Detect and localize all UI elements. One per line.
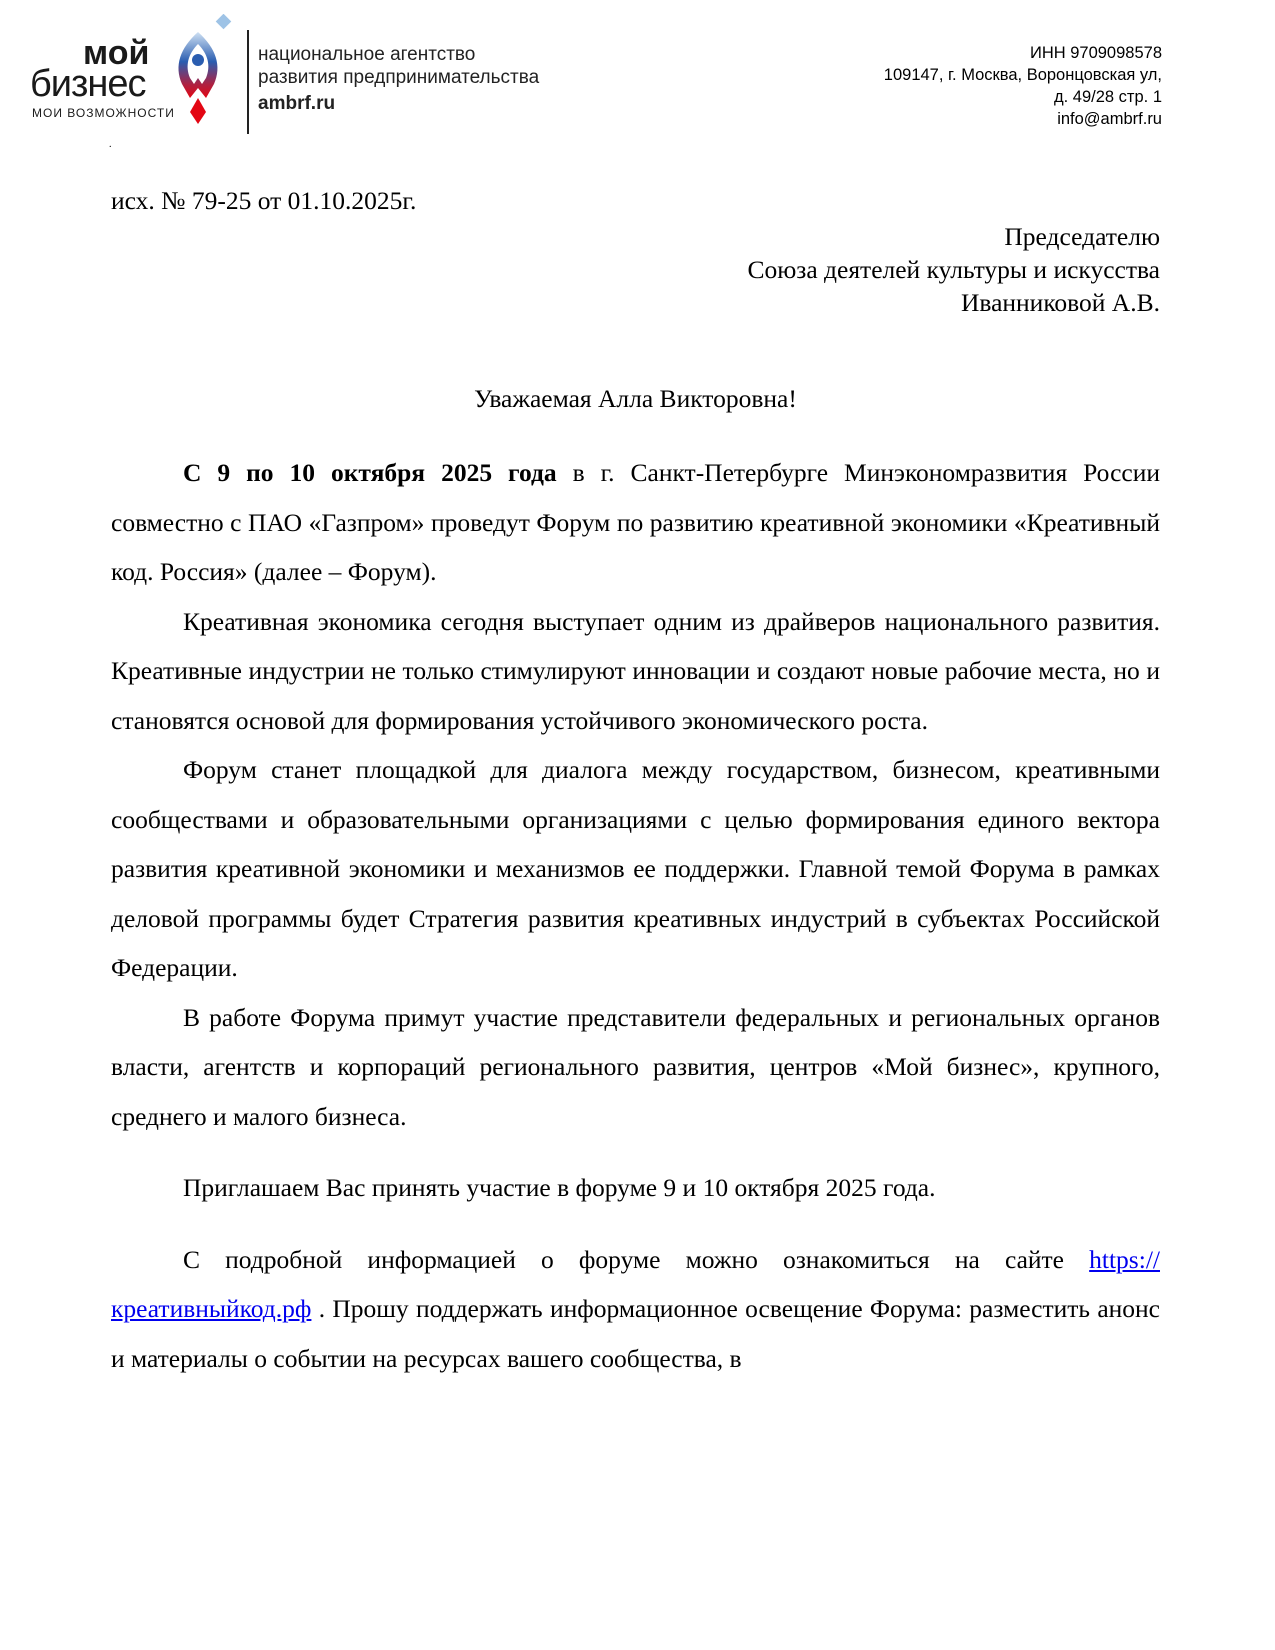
addressee-organization: Союза деятелей культуры и искусства	[747, 255, 1160, 284]
letterhead	[0, 0, 1275, 150]
letter-body	[111, 448, 1160, 1383]
addressee-name: Иванниковой А.В.	[960, 288, 1160, 317]
email: info@ambrf.ru	[1057, 110, 1162, 128]
letterhead-divider	[247, 30, 249, 134]
paragraph-3: Форум станет площадкой для диалога между государством, бизнесом, креативными сообществами и образовательными организациями с целью формирования единого вектора развития креативной экономики и механизмов ее поддержки. Главной темой Форума в рамках деловой программы будет Стратегия развития креативных индустрий в субъектах Российской Федерации.	[111, 755, 1160, 982]
agency-site: ambrf.ru	[258, 93, 336, 114]
addressee-title: Председателю	[1004, 222, 1160, 251]
paragraph-1	[111, 448, 1160, 597]
logo-rocket-porthole	[192, 54, 204, 66]
greeting: Уважаемая Алла Викторовна!	[474, 384, 797, 413]
agency-line-1: национальное агентство	[258, 44, 476, 65]
forum-website-link[interactable]: https://креативныйкод.рф	[111, 1244, 1160, 1323]
rocket-logo-icon	[168, 14, 240, 126]
logo-tagline: МОИ ВОЗМОЖНОСТИ	[32, 106, 175, 120]
forum-dates-bold: С 9 по 10 октября 2025 года	[183, 458, 557, 487]
paragraph-1-text: в г. Санкт-Петербурге Минэкономразвития России совместно с ПАО «Газпром» проведут Форум по развитию креативной экономики «Креативный код. Россия» (далее – Форум).	[111, 458, 1161, 586]
paragraph-6-start: С подробной информацией о форуме можно ознакомиться на сайте	[183, 1244, 1090, 1274]
paragraph-6-rest: . Прошу поддержать информационное освещение Форума: разместить анонс и материалы о событии на ресурсах вашего сообщества, в	[111, 1294, 1160, 1373]
paragraph-2: Креативная экономика сегодня выступает одним из драйверов национального развития. Креативные индустрии не только стимулируют инновации и создают новые рабочие места, но и становятся основой для формирования устойчивого экономического роста.	[111, 606, 1160, 735]
requisites-block	[884, 42, 1162, 130]
paragraph-5: Приглашаем Вас принять участие в форуме 9 и 10 октября 2025 года.	[183, 1173, 936, 1202]
inn: ИНН 9709098578	[1029, 44, 1162, 62]
addressee-block	[111, 220, 1160, 319]
logo-word-moy: мой	[83, 34, 150, 72]
outgoing-number: исх. № 79-25 от 01.10.2025г.	[111, 186, 417, 215]
stray-mark: .	[109, 139, 112, 150]
logo-rocket-flame	[190, 98, 206, 124]
logo-diamond	[216, 14, 232, 29]
logo-word-biznes: бизнес	[30, 63, 146, 105]
paragraph-6	[111, 1235, 1160, 1384]
agency-name-block	[258, 43, 539, 115]
agency-line-2: развития предпринимательства	[258, 67, 540, 88]
address-line-1: 109147, г. Москва, Воронцовская ул,	[883, 66, 1162, 84]
paragraph-4: В работе Форума примут участие представители федеральных и региональных органов власти, агентств и корпораций регионального развития, центров «Мой бизнес», крупного, среднего и малого бизнеса.	[111, 1002, 1160, 1131]
address-line-2: д. 49/28 стр. 1	[1054, 88, 1162, 106]
